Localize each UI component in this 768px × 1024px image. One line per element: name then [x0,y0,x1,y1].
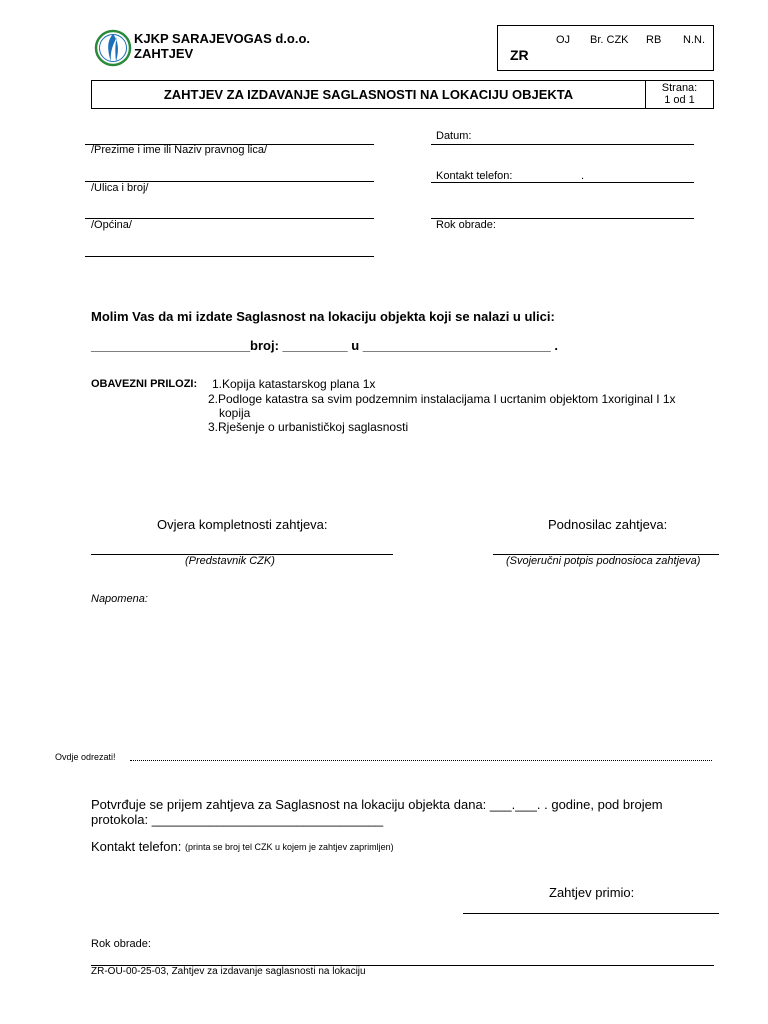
page-label: Strana: [661,82,698,94]
municipality-label: /Općina/ [91,219,132,231]
title-box [91,80,714,109]
receipt-deadline-label: Rok obrade: [91,938,151,950]
applicant-caption: (Svojeručni potpis podnosioca zahtjeva) [506,555,701,567]
phone-dot: . [581,170,585,182]
document-type: ZAHTJEV [134,46,194,61]
attachment-item-2-cont: kopija [219,406,251,420]
applicant-title: Podnosilac zahtjeva: [548,517,668,532]
street-label: /Ulica i broj/ [91,182,149,194]
receipt-phone-label: Kontakt telefon: [91,839,182,854]
code-col-nn: N.N. [683,34,705,46]
receipt-phone-note: (printa se broj tel CZK u kojem je zahtjev zaprimljen) [185,842,394,852]
receipt-text: Potvrđuje se prijem zahtjeva za Saglasnost na lokaciju objekta dana: ___.___. . godine, pod brojem [91,797,663,812]
extra-line [85,256,374,257]
note-label: Napomena: [91,593,148,605]
code-col-czk: Br. CZK [590,34,629,46]
page-value: 1 od 1 [664,94,695,106]
received-by-line [463,913,719,914]
cut-label: Ovdje odrezati! [55,752,116,762]
request-address-line: ______________________broj: _________ u __________________________ . [91,338,558,353]
deadline-label: Rok obrade: [436,219,496,231]
date-label: Datum: [436,130,472,142]
code-box [497,25,714,71]
verification-caption: (Predstavnik CZK) [185,555,275,567]
attachment-item-1: 1.Kopija katastarskog plana 1x [212,377,376,391]
attachments-label: OBAVEZNI PRILOZI: [91,378,198,390]
phone-line [431,182,694,183]
date-line [431,144,694,145]
received-by-label: Zahtjev primio: [549,885,635,900]
name-label: /Prezime i ime ili Naziv pravnog lica/ [91,144,268,156]
code-col-rb: RB [646,34,662,46]
code-label: ZR [510,47,529,63]
document-title: ZAHTJEV ZA IZDAVANJE SAGLASNOSTI NA LOKACIJU OBJEKTA [163,87,574,102]
attachment-item-3: 3.Rješenje o urbanističkoj saglasnosti [208,420,409,434]
receipt-protocol: protokola: ________________________________ [91,812,384,827]
cut-line [130,760,712,761]
company-name: KJKP SARAJEVOGAS d.o.o. [134,31,311,46]
footer-text: ZR-OU-00-25-03, Zahtjev za izdavanje saglasnosti na lokaciju [91,966,366,977]
verification-title: Ovjera kompletnosti zahtjeva: [157,517,328,532]
code-col-oj: OJ [556,34,571,46]
company-logo [94,29,132,67]
request-text: Molim Vas da mi izdate Saglasnost na lokaciju objekta koji se nalazi u ulici: [91,309,555,324]
attachment-item-2: 2.Podloge katastra sa svim podzemnim instalacijama I ucrtanim objektom 1xoriginal I 1x [208,392,676,406]
phone-label: Kontakt telefon: [436,170,513,182]
